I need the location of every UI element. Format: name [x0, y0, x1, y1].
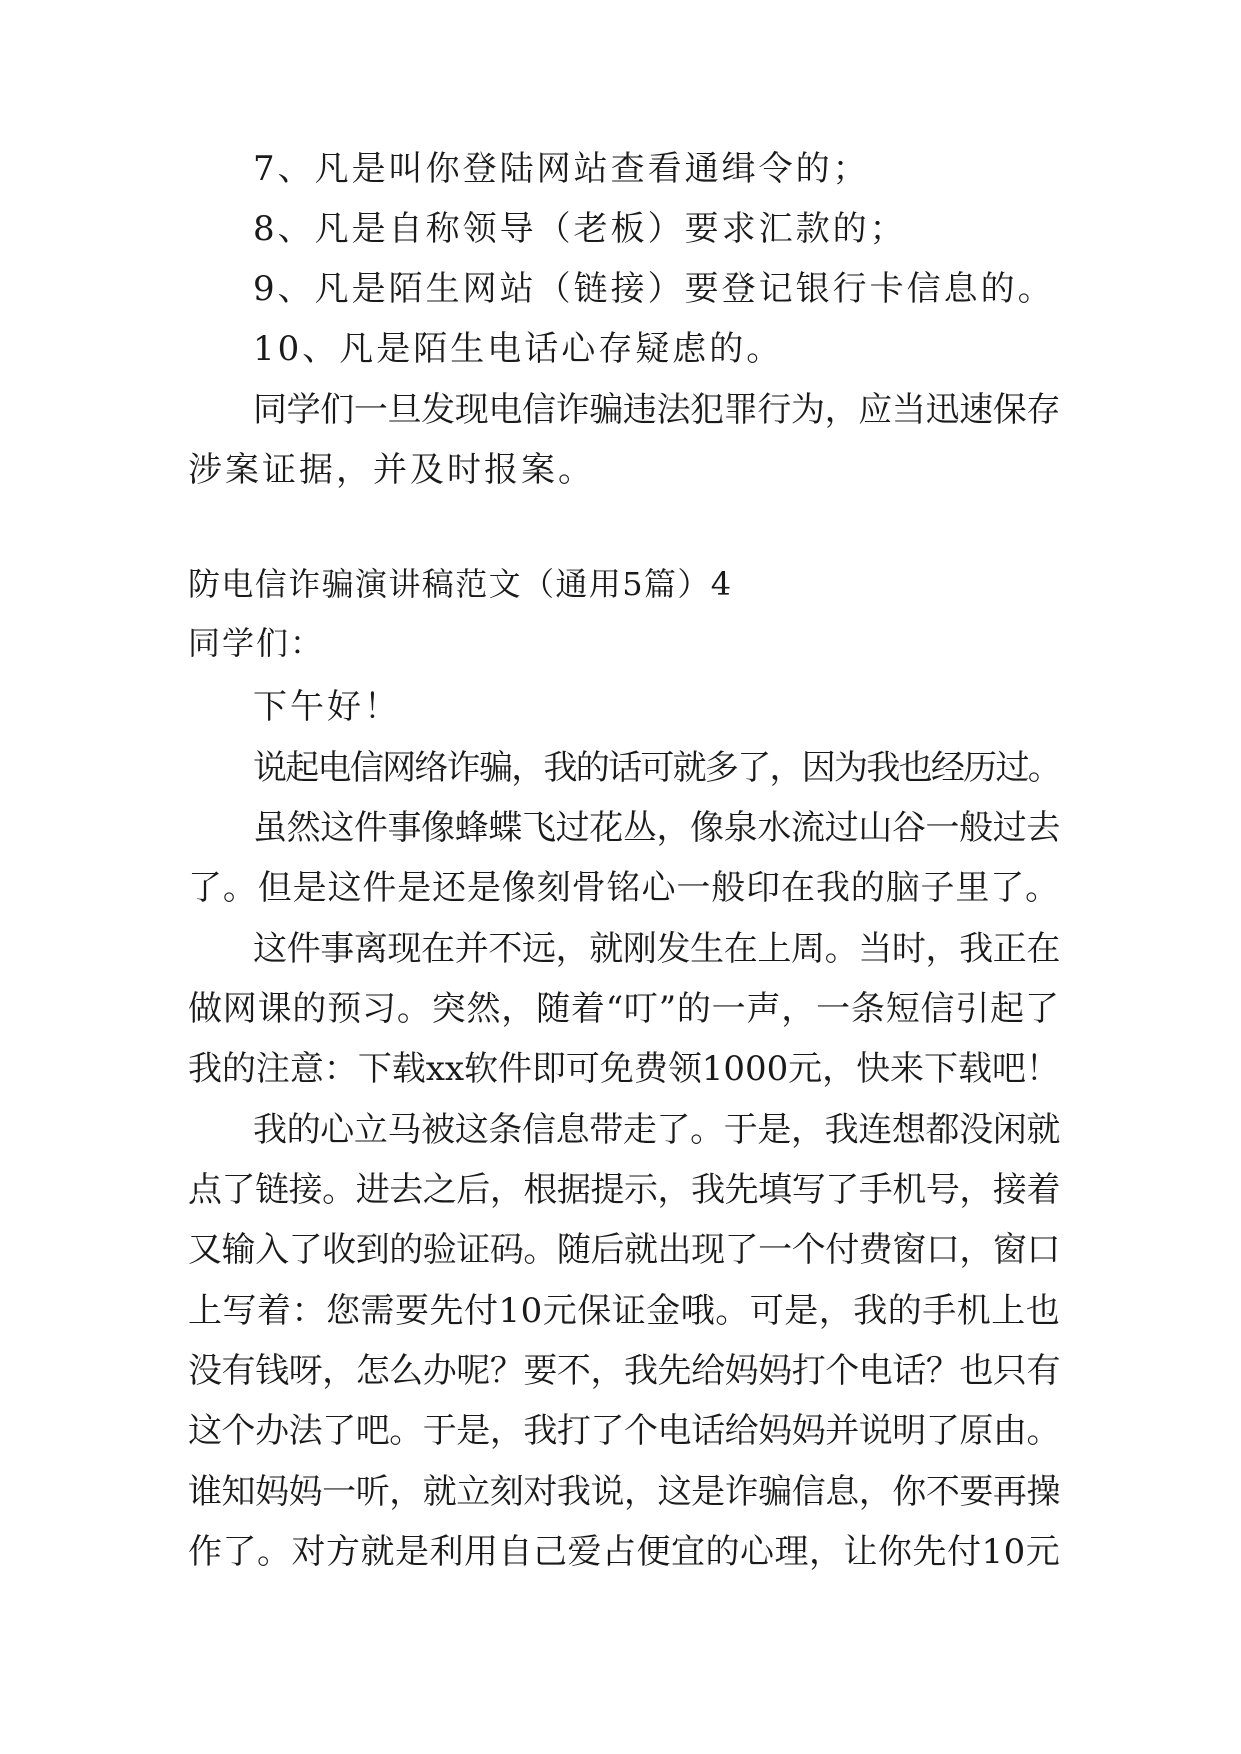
paragraph-line: 我的注意：下载xx软件即可免费领1000元，快来下载吧！: [188, 1049, 1060, 1089]
paragraph-line: 说起电信网络诈骗，我的话可就多了，因为我也经历过。: [253, 748, 1060, 788]
paragraph-line: 我的心立马被这条信息带走了。于是，我连想都没闲就: [253, 1110, 1060, 1150]
paragraph-line: 虽然这件事像蜂蝶飞过花丛，像泉水流过山谷一般过去: [253, 808, 1060, 848]
paragraph-line: 涉案证据，并及时报案。: [188, 450, 595, 490]
paragraph-line: 点了链接。进去之后，根据提示，我先填写了手机号，接着: [188, 1170, 1060, 1210]
paragraph-line: 谁知妈妈一听，就立刻对我说，这是诈骗信息，你不要再操: [188, 1472, 1060, 1512]
paragraph-line: 上写着：您需要先付10元保证金哦。可是，我的手机上也: [188, 1291, 1061, 1331]
paragraph-line: 作了。对方就是利用自己爱占便宜的心理，让你先付10元: [188, 1532, 1061, 1572]
paragraph-line: 这个办法了吧。于是，我打了个电话给妈妈并说明了原由。: [188, 1411, 1060, 1451]
paragraph-line: 这件事离现在并不远，就刚发生在上周。当时，我正在: [253, 929, 1060, 969]
salutation: 同学们：: [188, 624, 325, 662]
paragraph-line: 没有钱呀，怎么办呢？要不，我先给妈妈打个电话？也只有: [188, 1351, 1060, 1391]
list-item-10: 10、凡是陌生电话心存疑虑的。: [253, 329, 784, 369]
list-item-8: 8、凡是自称领导（老板）要求汇款的；: [253, 209, 907, 249]
list-item-7: 7、凡是叫你登陆网站查看通缉令的；: [253, 149, 870, 189]
paragraph-line: 同学们一旦发现电信诈骗违法犯罪行为，应当迅速保存: [253, 390, 1060, 430]
list-item-9: 9、凡是陌生网站（链接）要登记银行卡信息的。: [253, 269, 1055, 309]
paragraph-line: 了。但是这件是还是像刻骨铭心一般印在我的脑子里了。: [188, 868, 1060, 908]
paragraph-line: 做网课的预习。突然，随着“叮”的一声，一条短信引起了: [188, 989, 1060, 1029]
greeting: 下午好！: [253, 687, 401, 727]
paragraph-line: 又输入了收到的验证码。随后就出现了一个付费窗口，窗口: [188, 1230, 1060, 1270]
section-title: 防电信诈骗演讲稿范文（通用5篇）4: [188, 565, 733, 603]
